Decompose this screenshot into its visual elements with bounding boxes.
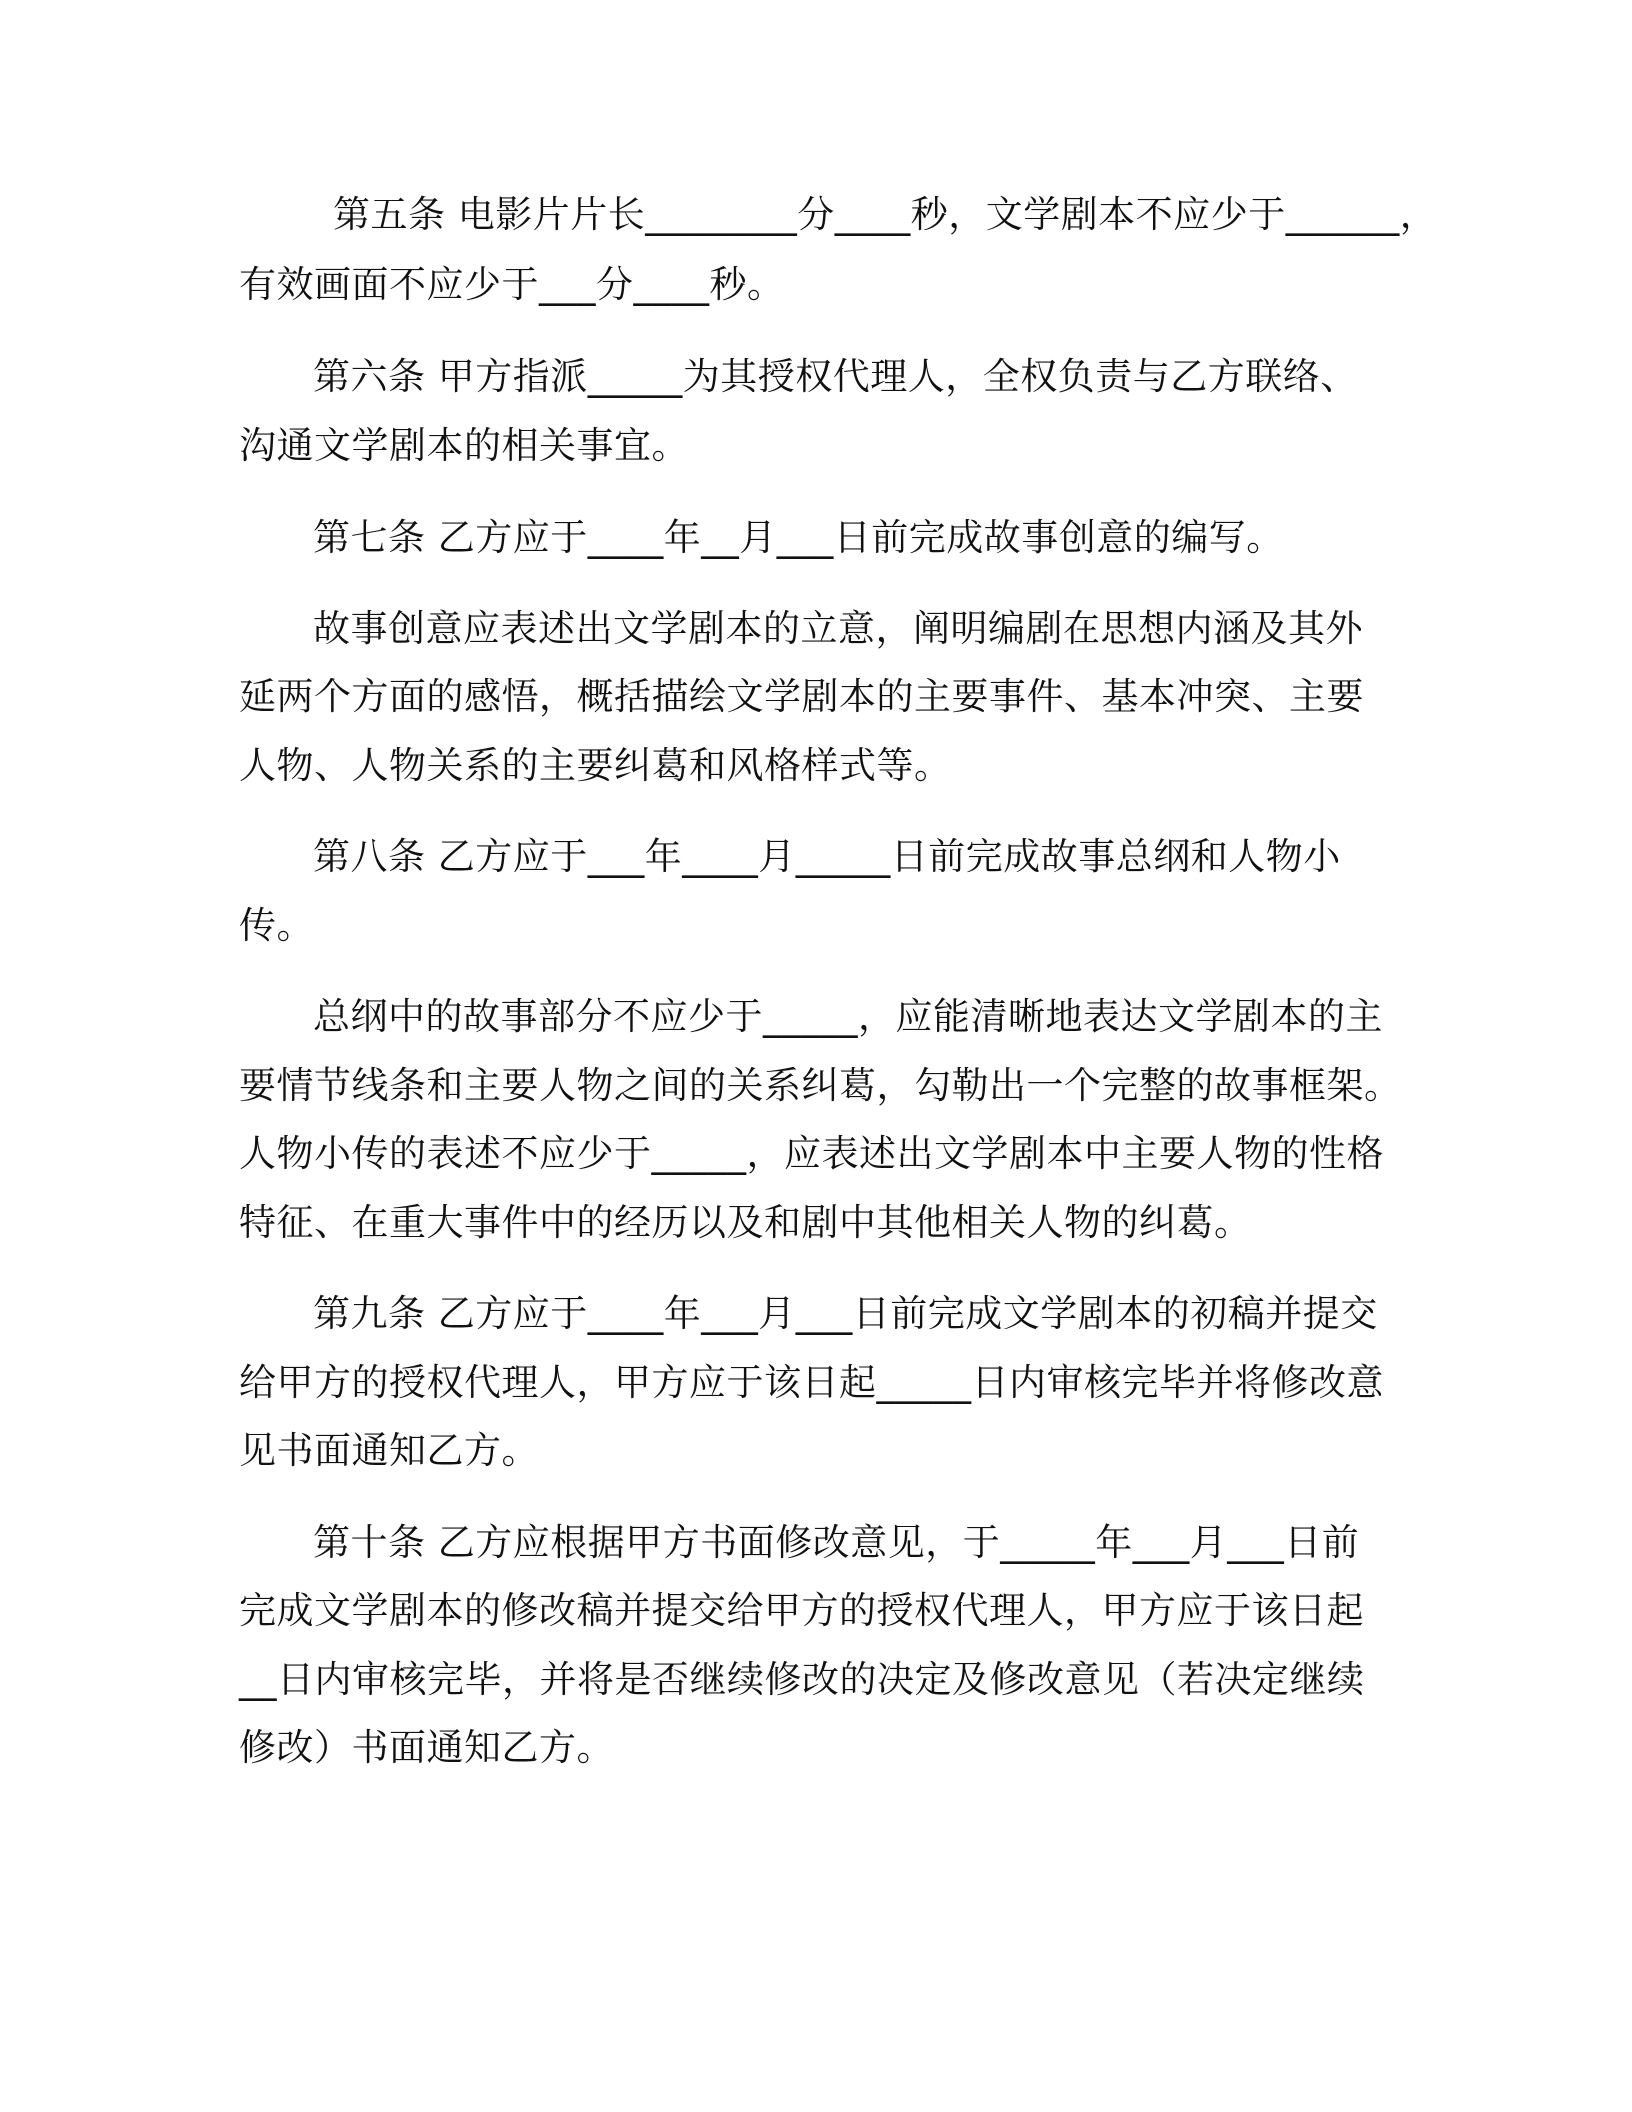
text-line-article-5-2: 有效画面不应少于___分____秒。 <box>239 263 785 306</box>
text-line-story-idea-3: 人物、人物关系的主要纠葛和风格样式等。 <box>239 744 952 787</box>
text-line-story-idea-2: 延两个方面的感悟，概括描绘文学剧本的主要事件、基本冲突、主要 <box>239 675 1364 718</box>
text-line-article-8-2: 传。 <box>239 904 314 947</box>
text-line-article-10-4: 修改）书面通知乙方。 <box>239 1726 614 1769</box>
text-line-article-6-2: 沟通文学剧本的相关事宜。 <box>239 424 689 467</box>
text-line-article-10-3: __日内审核完毕，并将是否继续修改的决定及修改意见（若决定继续 <box>239 1658 1365 1701</box>
text-line-article-6-1: 第六条 甲方指派_____为其授权代理人，全权负责与乙方联络、 <box>313 355 1358 398</box>
text-line-story-idea-1: 故事创意应表述出文学剧本的立意，阐明编剧在思想内涵及其外 <box>313 607 1363 650</box>
text-line-article-7-1: 第七条 乙方应于____年__月___日前完成故事创意的编写。 <box>313 516 1284 559</box>
text-line-outline-1: 总纲中的故事部分不应少于_____，应能清晰地表达文学剧本的主 <box>313 995 1383 1038</box>
text-line-article-9-2: 给甲方的授权代理人，甲方应于该日起_____日内审核完毕并将修改意 <box>239 1361 1384 1404</box>
text-line-article-5-1: 第五条 电影片片长________分____秒，文学剧本不应少于______， <box>333 193 1438 236</box>
text-line-article-9-3: 见书面通知乙方。 <box>239 1429 539 1472</box>
text-line-outline-2: 要情节线条和主要人物之间的关系纠葛，勾勒出一个完整的故事框架。 <box>239 1064 1402 1107</box>
text-line-article-8-1: 第八条 乙方应于___年____月_____日前完成故事总纲和人物小 <box>313 835 1341 878</box>
text-line-article-10-2: 完成文学剧本的修改稿并提交给甲方的授权代理人，甲方应于该日起 <box>239 1589 1364 1632</box>
text-line-outline-4: 特征、在重大事件中的经历以及和剧中其他相关人物的纠葛。 <box>239 1201 1252 1244</box>
text-line-article-9-1: 第九条 乙方应于____年___月___日前完成文学剧本的初稿并提交 <box>313 1292 1378 1335</box>
text-line-outline-3: 人物小传的表述不应少于_____，应表述出文学剧本中主要人物的性格 <box>239 1132 1384 1175</box>
text-line-article-10-1: 第十条 乙方应根据甲方书面修改意见，于_____年___月___日前 <box>313 1521 1360 1564</box>
